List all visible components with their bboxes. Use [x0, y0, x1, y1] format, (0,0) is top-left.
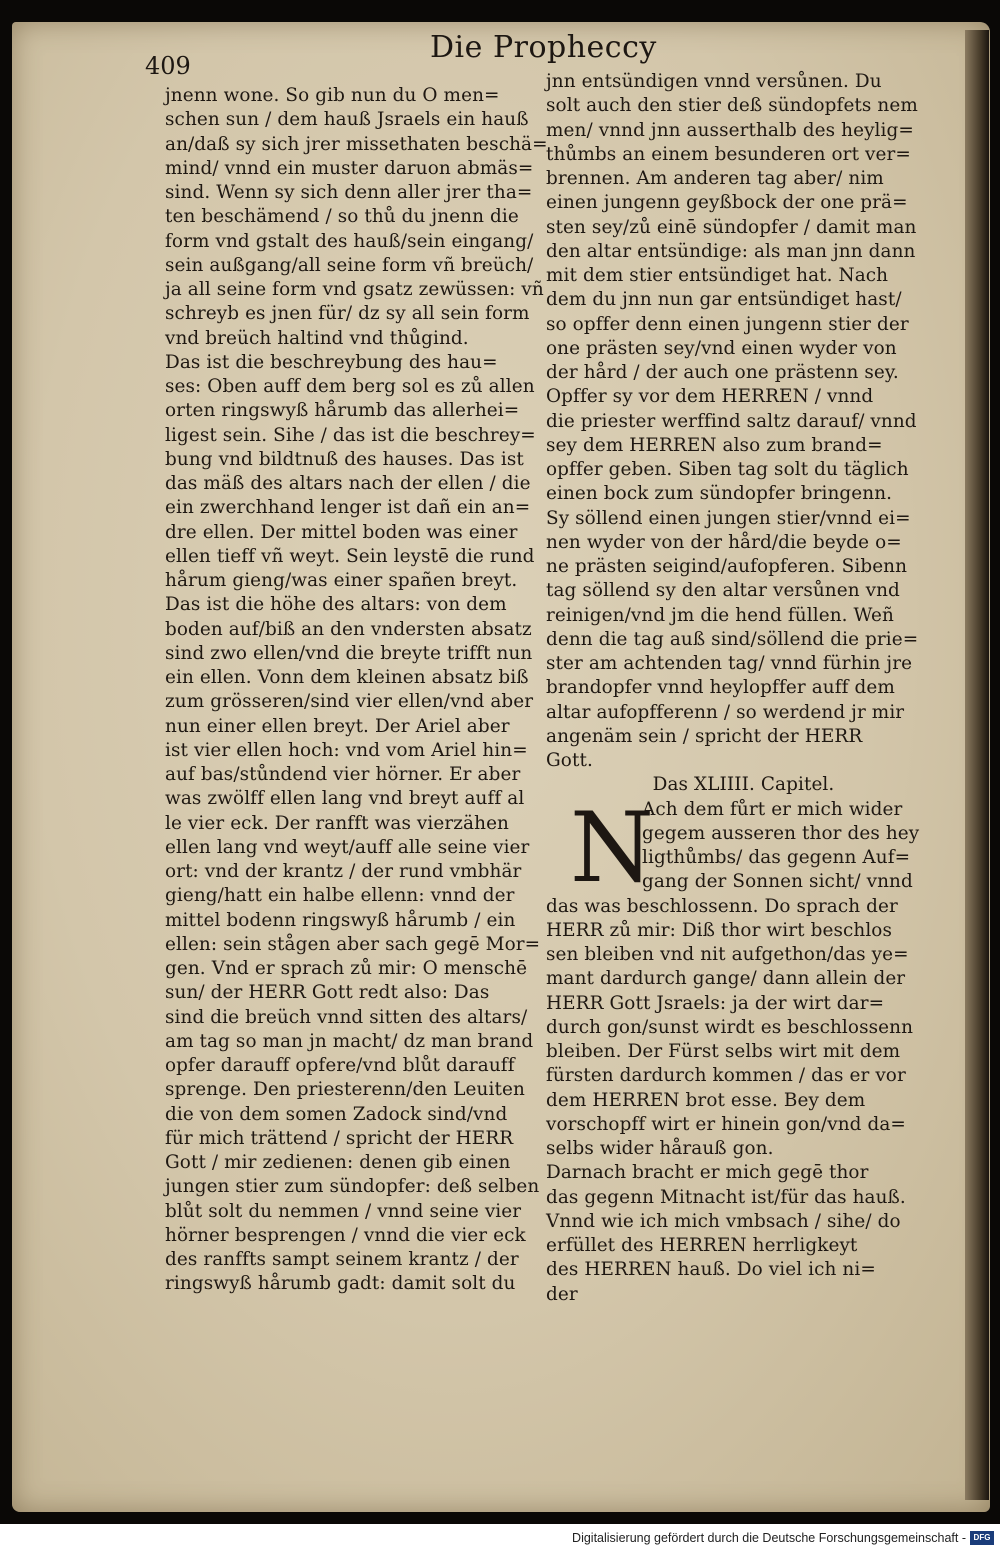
text-line: Vnnd wie ich mich vmbsach / sihe/ do	[546, 1210, 901, 1232]
text-line: ten beschämend / so thů du jnenn die	[165, 206, 519, 228]
page-number: 409	[145, 52, 191, 80]
text-line: den altar entsündige: als man jnn dann	[546, 240, 916, 262]
dfg-logo: DFG	[970, 1531, 994, 1545]
chapter-heading: Das XLIIII. Capitel.	[652, 774, 835, 796]
text-line: orten ringswyß hårumb das allerhei=	[165, 400, 520, 422]
text-line: so opffer denn einen jungenn stier der	[546, 313, 909, 335]
text-line: blůt solt du nemmen / vnnd seine vier	[165, 1200, 522, 1222]
text-line: sind die breüch vnnd sitten des altars/	[165, 1006, 528, 1028]
text-line: Sy söllend einen jungen stier/vnnd ei=	[546, 507, 911, 529]
text-line: ein zwerchhand lenger ist dañ ein an=	[165, 497, 531, 519]
text-line: vnd breüch haltind vnd thůgind.	[165, 327, 469, 349]
text-line: schreyb es jnen für/ dz sy all sein form	[165, 303, 530, 325]
text-line: thůmbs an einem besunderen ort ver=	[546, 143, 911, 165]
text-line: sein außgang/all seine form vñ breüch/	[165, 254, 534, 276]
text-line: bung vnd bildtnuß des hauses. Das ist	[165, 448, 524, 470]
text-line: das gegenn Mitnacht ist/für das hauß.	[546, 1186, 906, 1208]
text-line: das mäß des altars nach der ellen / die	[165, 473, 531, 494]
text-line: angenäm sein / spricht der HERR	[546, 725, 863, 747]
text-line: brennen. Am anderen tag aber/ nim	[546, 168, 884, 189]
text-line: ligthůmbs/ das gegenn Auf=	[642, 847, 911, 868]
text-line: gieng/hatt ein halbe ellenn: vnnd der	[165, 885, 515, 907]
text-line: sey dem HERREN also zum brand=	[546, 434, 883, 456]
text-line: form vnd gstalt des hauß/sein eingang/	[165, 230, 534, 252]
text-line: selbs wider hårauß gon.	[546, 1138, 774, 1159]
text-line: Opffer sy vor dem HERREN / vnnd	[546, 386, 874, 408]
text-line: sten sey/zů einē sündopfer / damit man	[546, 216, 917, 238]
text-line: denn die tag auß sind/söllend die prie=	[546, 628, 919, 650]
text-line: ein ellen. Vonn dem kleinen absatz biß	[165, 667, 529, 688]
text-line: HERR zů mir: Diß thor wirt beschlos	[546, 919, 893, 941]
text-line: sun/ der HERR Gott redt also: Das	[165, 982, 490, 1004]
text-line: schen sun / dem hauß Jsraels ein hauß	[165, 109, 529, 131]
text-line: boden auf/biß an den vndersten absatz	[165, 618, 532, 640]
text-line: sind zwo ellen/vnd die breyte trifft nun	[165, 642, 533, 664]
text-line: hörner besprengen / vnnd die vier eck	[165, 1224, 526, 1246]
text-line: die von dem somen Zadock sind/vnd	[165, 1103, 508, 1125]
left-column	[165, 84, 560, 1297]
text-line: HERR Gott Jsraels: ja der wirt dar=	[546, 992, 885, 1014]
text-line: ort: vnd der krantz / der rund vmbhär	[165, 861, 522, 882]
text-line: ist vier ellen hoch: vnd vom Ariel hin=	[165, 739, 528, 761]
text-line: Das ist die höhe des altars: von dem	[165, 594, 507, 616]
right-column	[546, 70, 941, 1307]
text-line: jnn entsündigen vnnd versůnen. Du	[546, 71, 882, 92]
text-line: der	[546, 1283, 578, 1305]
running-head: Die Propheccy	[430, 30, 657, 65]
text-line: zum grösseren/sind vier ellen/vnd aber	[165, 691, 534, 713]
text-line: bleiben. Der Fürst selbs wirt mit dem	[546, 1041, 901, 1062]
drop-cap-initial: N	[570, 792, 654, 904]
text-line: mant dardurch gange/ dann allein der	[546, 968, 906, 990]
text-line: mit dem stier entsündiget hat. Nach	[546, 265, 889, 286]
text-line: einen jungenn geyßbock der one prä=	[546, 192, 908, 214]
text-line: nun einer ellen breyt. Der Ariel aber	[165, 715, 510, 737]
text-line: ster am achtenden tag/ vnnd fürhin jre	[546, 653, 913, 674]
text-line: Das ist die beschreybung des hau=	[165, 351, 498, 373]
text-line: erfüllet des HERREN herrligkeyt	[546, 1235, 858, 1256]
text-line: opfer darauff opfere/vnd blůt darauff	[165, 1055, 515, 1076]
text-line: Darnach bracht er mich gegē thor	[546, 1162, 869, 1184]
text-line: Gott / mir zedienen: denen gib einen	[165, 1152, 511, 1173]
text-line: jungen stier zum sündopfer: deß selben	[165, 1176, 540, 1198]
text-line: Ach dem fůrt er mich wider	[642, 798, 903, 820]
text-line: ringswyß hårumb gadt: damit solt du	[165, 1273, 516, 1295]
text-line: der hård / der auch one prästenn sey.	[546, 362, 899, 383]
text-line: ne prästen seigind/aufopferen. Sibenn	[546, 556, 908, 577]
text-line: ellen lang vnd weyt/auff alle seine vier	[165, 836, 530, 858]
text-line: altar aufopfferenn / so werdend jr mir	[546, 701, 905, 723]
page-edge	[965, 30, 989, 1500]
text-line: fürsten dardurch kommen / das er vor	[546, 1065, 906, 1087]
right-column-bottom-text	[546, 895, 941, 1307]
text-line: sprenge. Den priesterenn/den Leuiten	[165, 1079, 525, 1101]
right-column-top-text	[546, 70, 941, 773]
text-line: nen wyder von der hård/die beyde o=	[546, 531, 902, 553]
text-line: men/ vnnd jnn ausserthalb des heylig=	[546, 119, 914, 141]
text-line: sind. Wenn sy sich denn aller jrer tha=	[165, 182, 533, 203]
text-line: mind/ vnnd ein muster daruon abmäs=	[165, 157, 534, 179]
text-line: auf bas/stůndend vier hörner. Er aber	[165, 764, 521, 785]
text-line: dre ellen. Der mittel boden was einer	[165, 521, 518, 543]
text-line: ligest sein. Sihe / das ist die beschrey=	[165, 424, 536, 446]
text-line: sen bleiben vnd nit aufgethon/das ye=	[546, 944, 909, 965]
text-line: des HERREN hauß. Do viel ich ni=	[546, 1259, 876, 1281]
text-line: gang der Sonnen sicht/ vnnd	[642, 871, 913, 893]
digitization-credit: Digitalisierung gefördert durch die Deutsche Forschungsgemeinschaft -	[572, 1531, 966, 1545]
text-line: mittel bodenn ringswyß hårumb / ein	[165, 909, 516, 931]
text-line: reinigen/vnd jm die hend füllen. Weñ	[546, 604, 894, 626]
text-line: dem du jnn nun gar entsündiget hast/	[546, 289, 902, 311]
text-line: für mich trättend / spricht der HERR	[165, 1127, 514, 1149]
text-line: jnenn wone. So gib nun du O men=	[165, 85, 500, 106]
text-line: tag söllend sy den altar versůnen vnd	[546, 580, 900, 602]
text-line: solt auch den stier deß sündopfets nem	[546, 95, 918, 117]
text-line: le vier eck. Der ranfft was vierzähen	[165, 812, 509, 834]
text-line: was zwölff ellen lang vnd breyt auff al	[165, 788, 525, 810]
text-line: dem HERREN brot esse. Bey dem	[546, 1089, 866, 1111]
text-line: ja all seine form vnd gsatz zewüssen: vñ	[165, 279, 544, 300]
text-line: an/daß sy sich jrer missethaten beschä=	[165, 133, 548, 155]
text-line: vorschopff wirt er hinein gon/vnd da=	[546, 1113, 906, 1135]
text-line: opffer geben. Siben tag solt du täglich	[546, 459, 909, 480]
text-line: hårum gieng/was einer spañen breyt.	[165, 570, 518, 591]
text-line: one prästen sey/vnd einen wyder von	[546, 337, 897, 359]
text-line: gen. Vnd er sprach zů mir: O menschē	[165, 958, 528, 979]
text-line: durch gon/sunst wirdt es beschlossenn	[546, 1016, 914, 1038]
text-line: das was beschlossenn. Do sprach der	[546, 895, 898, 917]
text-line: einen bock zum sündopfer bringenn.	[546, 483, 893, 505]
text-line: ellen tieff vñ weyt. Sein leystē die rund	[165, 545, 535, 567]
text-line: die priester werffind saltz darauf/ vnnd	[546, 410, 917, 432]
text-line: gegem ausseren thor des hey	[642, 822, 920, 844]
text-line: am tag so man jn macht/ dz man brand	[165, 1030, 534, 1052]
text-line: des ranffts sampt seinem krantz / der	[165, 1249, 519, 1270]
text-line: ellen: sein stågen aber sach gegē Mor=	[165, 933, 541, 955]
text-line: ses: Oben auff dem berg sol es zů allen	[165, 376, 535, 397]
text-line: brandopfer vnnd heylopffer auff dem	[546, 677, 895, 699]
text-line: Gott.	[546, 750, 593, 771]
